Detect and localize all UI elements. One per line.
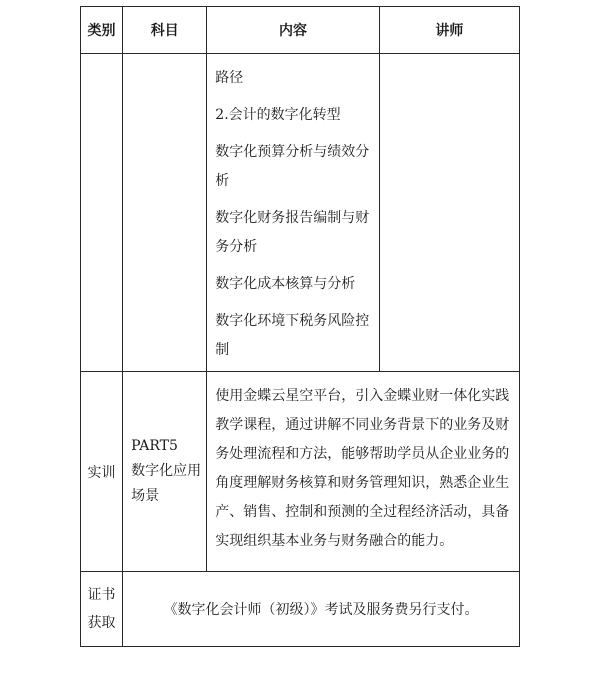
content-line: 数字化财务报告编制与财 (215, 210, 370, 226)
content-line: 制 (215, 342, 230, 358)
content-line: 数字化环境下税务风险控 (215, 313, 370, 329)
practice-row (81, 372, 520, 572)
content-row-subject (123, 54, 207, 372)
content-line: 数字化成本核算与分析 (215, 276, 356, 292)
practice-description: 使用金蝶云星空平台，引入金蝶业财一体化实践教学课程，通过讲解不同业务背景下的业务及财务处理流程和方法，能够帮助学员从企业业务的角度理解财务核算和财务管理知识，熟悉企业生产、销售、控制和预测的全过程经济活动，具备实现组织基本业务与财务融合的能力。 (215, 388, 510, 549)
content-row (81, 54, 520, 372)
certificate-category-line: 证书 (87, 587, 116, 603)
practice-subject (123, 372, 207, 572)
content-row-content (207, 54, 379, 372)
curriculum-table (80, 6, 520, 647)
header-category: 类别 (81, 7, 123, 54)
certificate-text: 《数字化会计师（初级）》考试及服务费另行支付。 (123, 572, 520, 647)
practice-description-cell (207, 372, 520, 572)
certificate-category-line: 获取 (87, 615, 116, 631)
practice-subject-line: 数字化应用 (131, 463, 202, 479)
content-line: 务分析 (215, 239, 258, 255)
content-row-teacher (379, 54, 519, 372)
content-line: 路径 (215, 70, 244, 86)
practice-subject-line: PART5 (131, 438, 178, 454)
practice-subject-line: 场景 (131, 488, 160, 504)
header-subject: 科目 (123, 7, 207, 54)
content-line: 析 (215, 173, 230, 189)
header-row (81, 7, 520, 54)
certificate-category (81, 572, 123, 647)
header-content: 内容 (207, 7, 379, 54)
content-line: 数字化预算分析与绩效分 (215, 144, 370, 160)
practice-category: 实训 (81, 372, 123, 572)
content-row-category (81, 54, 123, 372)
content-line: 2.会计的数字化转型 (215, 107, 341, 123)
header-teacher: 讲师 (379, 7, 519, 54)
certificate-row (81, 572, 520, 647)
